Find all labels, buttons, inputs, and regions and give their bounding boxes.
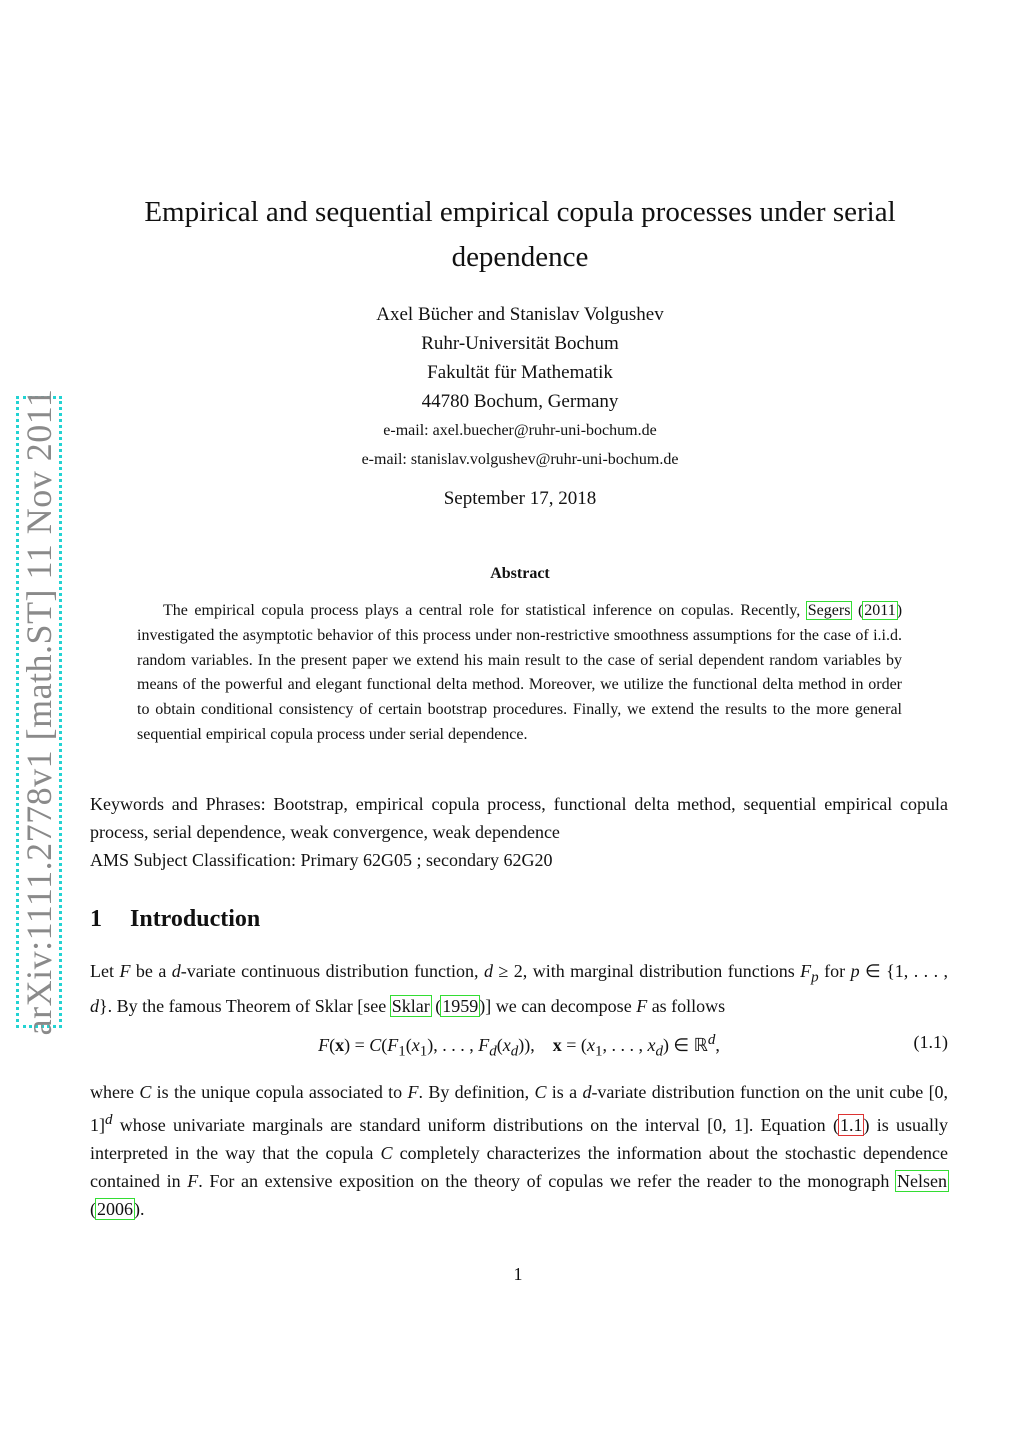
author-block <box>220 300 820 474</box>
page-number: 1 <box>513 1264 523 1284</box>
text: as follows <box>651 995 726 1016</box>
text: . By the famous Theorem of Sklar [see <box>107 995 387 1016</box>
abstract-heading: Abstract <box>490 565 550 582</box>
section-title: Introduction <box>130 906 261 932</box>
text: ) is usually interpreted in the way that the copula <box>90 1115 949 1163</box>
ams-classification: AMS Subject Classification: Primary 62G05 ; secondary 62G20 <box>90 850 553 870</box>
keywords: Keywords and Phrases: Bootstrap, empirical copula process, functional delta method, sequential empirical copula process, serial dependence, weak convergence, weak dependence <box>90 794 948 842</box>
text: where <box>90 1082 134 1102</box>
abstract-body: The empirical copula process plays a central role for statistical inference on copulas. Recently, Segers (2011) investigated the asymptotic behavior of this process under non-restrictive smoothness assumptions for the case of i.i.d. random variables. In the present paper we extend his main result to the case of serial dependent random variables by means of the powerful and elegant functional delta method. Moreover, we utilize the functional delta method in order to obtain conditional consistency of certain bootstrap procedures. Finally, we extend the results to the more general sequential empirical copula process under serial dependence. <box>137 602 903 743</box>
text: be a <box>135 961 167 981</box>
arxiv-stamp-box[interactable] <box>16 388 62 1036</box>
arxiv-identifier[interactable]: arXiv:1111.2778v1 [math.ST] 11 Nov 2011 <box>19 388 59 1036</box>
abstract-text-rest: investigated the asymptotic behavior of this process under non-restrictive smoothness assumptions for the case of i.i.d. random variables. In the present paper we extend his main result to the case of serial dependent random variables by means of the powerful and elegant functional delta method. Moreover, we utilize the functional delta method in order to obtain conditional consistency of certain bootstrap procedures. Finally, we extend the results to the more general sequential empirical copula process under serial dependence. <box>137 626 902 743</box>
abstract-text-start: The empirical copula process plays a central role for statistical inference on copulas. Recently, <box>163 602 801 619</box>
section-number: 1 <box>90 906 102 932</box>
intro-paragraph-1: Let F be a d-variate continuous distribution function, d ≥ 2, with marginal distribution functions $F_p$ for p ∈ {1, . . . , d}. By the famous Theorem of Sklar [see Sklar (1959)] we can decompose F as follows <box>90 961 949 1016</box>
paper-date: September 17, 2018 <box>443 488 597 509</box>
author-email-1: e-mail: axel.buecher@ruhr-uni-bochum.de <box>383 422 657 439</box>
section-heading <box>90 906 260 933</box>
text: -variate distribution function on the unit cube <box>591 1082 924 1102</box>
citation-sklar-author[interactable]: Sklar <box>391 995 430 1016</box>
equation-reference[interactable]: 1.1 <box>839 1115 863 1135</box>
equation-formula: $F(x) = C(F_1(x_1)$, . . . , $F_d(x_d)$), $x = (x_1$, . . . , $x_d$) ∈ ℝ$^d$, <box>318 1032 720 1060</box>
text: completely characterizes the information about the stochastic dependence contained in <box>90 1143 949 1191</box>
text: ). <box>134 1199 145 1219</box>
paper-title: Empirical and sequential empirical copula processes under serial dependence <box>144 196 896 273</box>
author-names: Axel Bücher and Stanislav Volgushev <box>376 304 664 325</box>
intro-paragraph-2: where C is the unique copula associated to F. By definition, C is a d-variate distribution function on the unit cube [0, 1]$^d$ whose univariate marginals are standard uniform distributions on the interval [0, 1]. Equation (1.1) is usually interpreted in the way that the copula C completely characterizes the information about the stochastic dependence contained in F. For an extensive exposition on the theory of copulas we refer the reader to the monograph Nelsen (2006). <box>90 1082 949 1219</box>
text: . Equation ( <box>748 1115 839 1135</box>
author-email-2: e-mail: stanislav.volgushev@ruhr-uni-bochum.de <box>361 451 679 468</box>
citation-sklar-year[interactable]: 1959 <box>442 995 479 1016</box>
affiliation-address: 44780 Bochum, Germany <box>421 391 619 412</box>
equation-1-1 <box>90 1032 948 1062</box>
affiliation-university: Ruhr-Universität Bochum <box>421 333 619 354</box>
citation-segers-year[interactable]: 2011 <box>864 602 896 619</box>
text: is the unique copula associated to <box>156 1082 403 1102</box>
text: . For an extensive exposition on the theory of copulas we refer the reader to the monograph <box>198 1171 890 1191</box>
text: with marginal distribution functions <box>532 961 795 981</box>
affiliation-faculty: Fakultät für Mathematik <box>427 362 613 383</box>
equation-number: (1.1) <box>913 1032 948 1052</box>
citation-nelsen-author[interactable]: Nelsen <box>897 1171 947 1191</box>
citation-nelsen-year[interactable]: 2006 <box>97 1199 133 1219</box>
text: -variate continuous distribution function, <box>180 961 479 981</box>
text: Let <box>90 961 114 981</box>
citation-segers-author[interactable]: Segers <box>807 602 851 619</box>
text: whose univariate marginals are standard uniform distributions on the interval <box>119 1115 700 1135</box>
text: for <box>824 961 846 981</box>
text: . By definition, <box>418 1082 530 1102</box>
text: is a <box>551 1082 578 1102</box>
text: )] we can decompose <box>479 995 632 1016</box>
